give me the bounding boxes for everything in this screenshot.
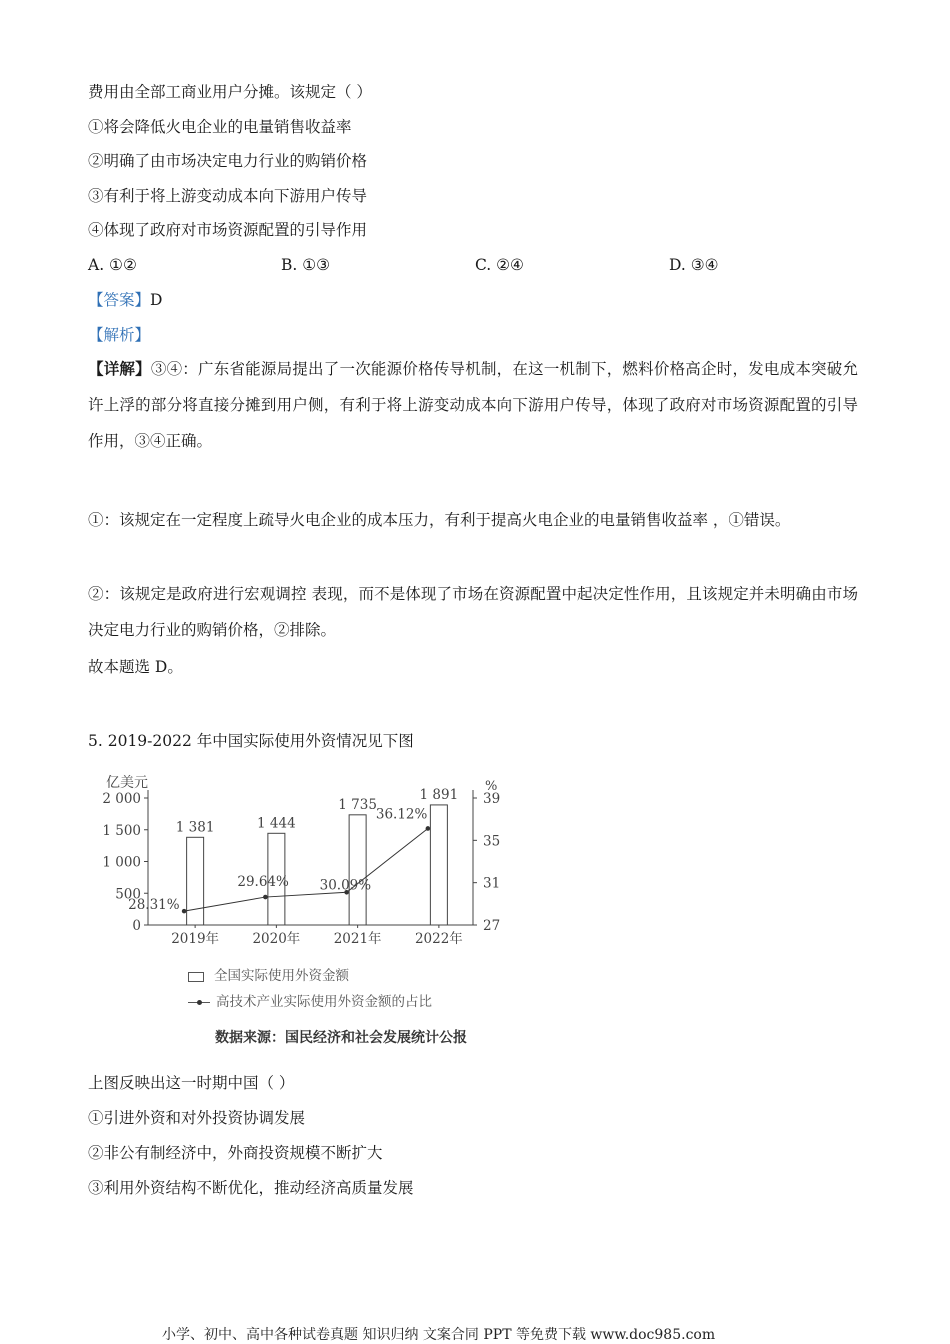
conclusion: 故本题选 D。 (88, 658, 183, 676)
option-b: B. ①③ (281, 256, 331, 274)
left-tick-label: 1 500 (102, 822, 141, 839)
bar-value-label: 1 891 (419, 786, 459, 803)
detail-tag: 【详解】 (88, 359, 151, 378)
analysis-tag: 【解析】 (88, 326, 151, 344)
share-point (426, 826, 431, 831)
choice-item-1: ①将会降低火电企业的电量销售收益率 (88, 118, 352, 136)
share-point (182, 909, 187, 914)
detail-paragraph (88, 351, 858, 459)
choice-item-2: ②明确了由市场决定电力行业的购销价格 (88, 152, 368, 170)
x-tick-label: 2020年 (252, 931, 301, 947)
legend-line (188, 990, 432, 1010)
chart-source: 数据来源：国民经济和社会发展统计公报 (215, 1030, 467, 1046)
legend-bar-swatch (188, 972, 204, 982)
right-tick-label: 31 (483, 875, 501, 892)
right-axis-unit: % (485, 779, 498, 794)
share-value-label: 30.09% (319, 877, 372, 894)
bar-2021年 (349, 815, 366, 925)
footer-text: 小学、初中、高中各种试卷真题 知识归纳 文案合同 PPT 等免费下载 www.doc985.com (162, 1327, 716, 1343)
share-line (184, 828, 428, 911)
option-d: D. ③④ (669, 256, 719, 274)
q5-item-1: ①引进外资和对外投资协调发展 (88, 1109, 306, 1127)
right-tick-label: 35 (483, 833, 501, 850)
bar-2019年 (187, 837, 204, 925)
legend-bar-label: 全国实际使用外资金额 (214, 968, 349, 984)
x-tick-label: 2022年 (414, 931, 463, 947)
foreign-investment-chart (98, 770, 518, 955)
bar-value-label: 1 381 (175, 819, 215, 836)
question-5-stem: 5. 2019-2022 年中国实际使用外资情况见下图 (88, 732, 414, 750)
left-tick-label: 500 (115, 886, 141, 903)
choice-item-4: ④体现了政府对市场资源配置的引导作用 (88, 221, 368, 239)
bar-2022年 (430, 805, 447, 925)
question-5-prompt: 上图反映出这一时期中国（ ） (88, 1074, 295, 1092)
option-a: A. ①② (88, 256, 137, 274)
left-axis-unit: 亿美元 (106, 775, 148, 791)
share-value-label: 29.64% (237, 874, 289, 891)
share-value-label: 28.31% (128, 897, 180, 914)
right-tick-label: 39 (483, 791, 501, 807)
bar-value-label: 1 444 (257, 815, 296, 832)
choice-item-3: ③有利于将上游变动成本向下游用户传导 (88, 187, 368, 205)
option-c: C. ②④ (475, 256, 524, 274)
x-tick-label: 2021年 (333, 931, 382, 947)
legend-line-swatch (188, 1002, 210, 1003)
explanation-2: ②：该规定是政府进行宏观调控 表现，而不是体现了市场在资源配置中起决定性作用，且该规定并未明确由市场决定电力行业的购销价格，②排除。 (88, 585, 858, 639)
x-tick-label: 2019年 (171, 931, 220, 947)
left-tick-label: 0 (132, 918, 141, 934)
question-stem-tail: 费用由全部工商业用户分摊。该规定（ ） (88, 83, 372, 101)
left-tick-label: 1 000 (102, 854, 141, 871)
left-tick-label: 2 000 (102, 791, 141, 807)
q5-item-3: ③利用外资结构不断优化，推动经济高质量发展 (88, 1179, 414, 1197)
right-tick-label: 27 (483, 918, 501, 934)
share-point (263, 895, 268, 900)
share-value-label: 36.12% (375, 806, 428, 823)
answer-line (88, 290, 162, 310)
detail-text: ③④：广东省能源局提出了一次能源价格传导机制，在这一机制下，燃料价格高企时，发电成本突破允许上浮的部分将直接分摊到用户侧，有利于将上游变动成本向下游用户传导，体现了政府对市场资源配置的引导作用，③④正确。 (88, 360, 858, 450)
legend-bar (188, 964, 349, 984)
explanation-1: ①：该规定在一定程度上疏导火电企业的成本压力，有利于提高火电企业的电量销售收益率 ，①错误。 (88, 511, 791, 529)
answer-tag: 【答案】 (88, 291, 151, 309)
q5-item-2: ②非公有制经济中，外商投资规模不断扩大 (88, 1144, 383, 1162)
answer-value: D (150, 291, 163, 309)
bar-value-label: 1 735 (338, 796, 377, 813)
legend-line-label: 高技术产业实际使用外资金额的占比 (216, 994, 432, 1010)
